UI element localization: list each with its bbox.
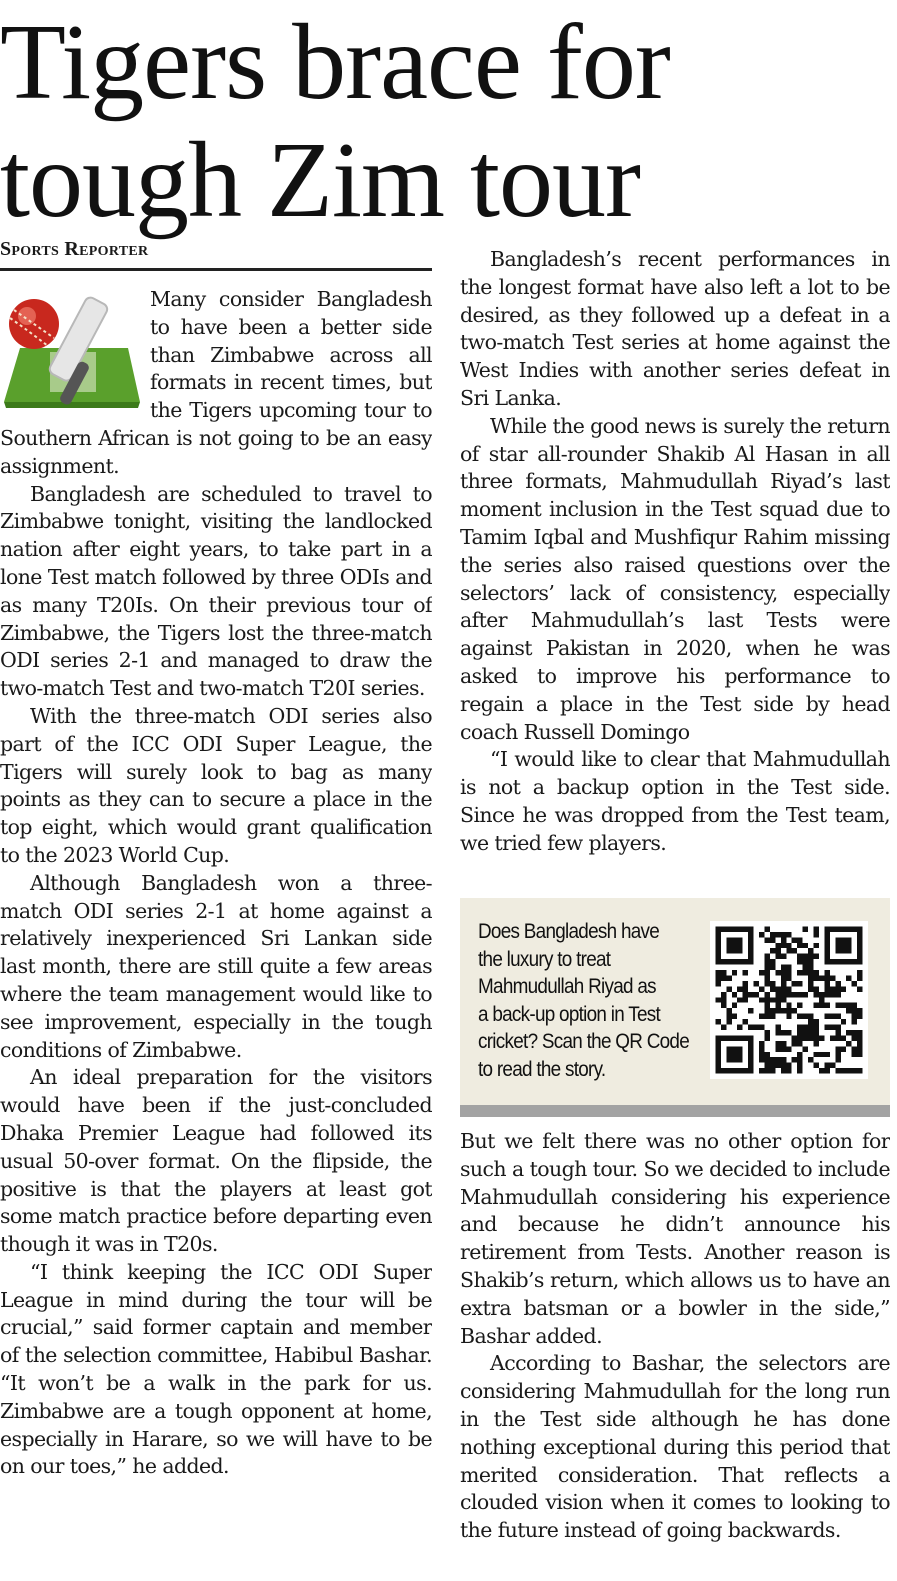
promo-line: a back-up option in Test xyxy=(478,1002,661,1026)
article-column-2-top xyxy=(460,246,890,884)
article-column-2-bottom xyxy=(460,1128,890,1581)
cricket-icon xyxy=(0,290,140,420)
paragraph: Although Bangladesh won a three-match ODI series 2-1 at home against a relatively inexperienced Sri Lankan side last month, there are still quite a few areas where the team management would like to see improvement, especially in the tough conditions of Zimbabwe. xyxy=(0,870,432,1062)
promo-line: Does Bangladesh have xyxy=(478,920,660,943)
promo-text xyxy=(478,918,703,1084)
byline: Sports Reporter xyxy=(0,238,432,271)
paragraph: While the good news is surely the return of star all-rounder Shakib Al Hasan in all three formats, Mahmudullah Riyad’s last moment inclusion in the Test squad due to Tamim Iqbal and Mushfiqur Rahim missing the series also raised questions over the selectors’ lack of consistency, especially after Mahmudullah’s last Tests were against Pakistan in 2020, when he was asked to improve his performance to regain a place in the Test side by head coach Russell Domingo xyxy=(460,413,890,744)
paragraph: Many consider Bangladesh to have been a better side than Zimbabwe across all formats in recent times, but the Tigers upcoming tour to Southern African is not going to be an easy assignment. xyxy=(0,287,432,478)
qr-code-icon[interactable] xyxy=(710,921,868,1079)
paragraph: Bangladesh’s recent performances in the longest format have also left a lot to be desired, as they followed up a defeat in a two-match Test series at home against the West Indies with another series defeat in Sri Lanka. xyxy=(460,247,890,410)
promo-line: cricket? Scan the QR Code xyxy=(478,1030,690,1054)
paragraph: According to Bashar, the selectors are considering Mahmudullah for the long run in the Test side although he has done nothing exceptional during this period that merited consideration. That reflects a clouded vision when it comes to looking to the future instead of going backwards. xyxy=(460,1351,890,1543)
paragraph: Bangladesh are scheduled to travel to Zimbabwe tonight, visiting the landlocked nation after eight years, to take part in a lone Test match followed by three ODIs and as many T20Is. On their previous tour of Zimbabwe, the Tigers lost the three-match ODI series 2-1 and managed to draw the two-match Test and two-match T20I series. xyxy=(0,481,432,701)
headline-line-2: tough Zim tour xyxy=(0,121,640,240)
paragraph: “I think keeping the ICC ODI Super League in mind during the tour will be crucial,” said former captain and member of the selection committee, Habibul Bashar. “It won’t be a walk in the park for us. Zimbabwe are a tough opponent at home, especially in Harare, so we will have to be on our toes,” he added. xyxy=(0,1259,432,1479)
paragraph: An ideal preparation for the visitors would have been if the just-concluded Dhaka Premier League had followed its usual 50-over format. On the flipside, the positive is that the players at least got some match practice before departing even though it was in T20s. xyxy=(0,1065,432,1257)
headline-line-1: Tigers brace for xyxy=(0,3,670,122)
qr-promo-box[interactable] xyxy=(460,898,890,1117)
paragraph: But we felt there was no other option for such a tough tour. So we decided to include Mahmudullah considering his experience and because he didn’t announce his retirement from Tests. Another reason is Shakib’s return, which allows us to have an extra batsman or a bowler in the side,” Bashar added. xyxy=(460,1129,890,1348)
promo-line: the luxury to treat xyxy=(478,947,611,971)
paragraph: With the three-match ODI series also part of the ICC ODI Super League, the Tigers will surely look to bag as many points as they can to secure a place in the top eight, which would grant qualification to the 2023 World Cup. xyxy=(0,703,432,867)
article-column-1 xyxy=(0,286,432,1581)
promo-line: Mahmudullah Riyad as xyxy=(478,975,656,999)
headline xyxy=(0,4,897,240)
paragraph: “I would like to clear that Mahmudullah is not a backup option in the Test side. Since he was dropped from the Test team, we tried few players. xyxy=(460,747,890,855)
promo-line: to read the story. xyxy=(478,1057,606,1081)
